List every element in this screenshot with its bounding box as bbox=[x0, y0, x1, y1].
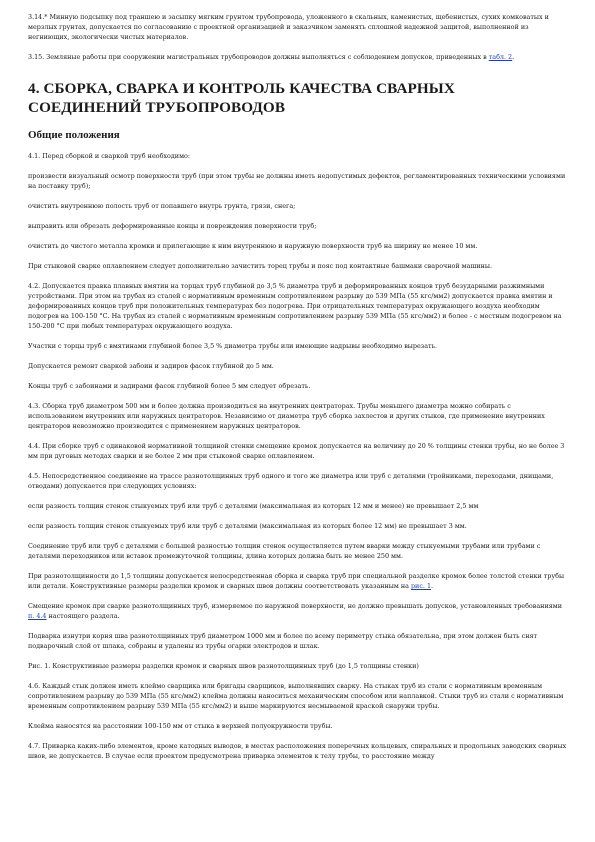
paragraph-item-clean-edges: очистить до чистого металла кромки и прилегающие к ним внутреннюю и наружную поверхности труб на ширину не менее 10 мм. bbox=[28, 242, 478, 250]
paragraph-3-15 bbox=[28, 52, 568, 62]
paragraph-3-15-text: 3.15. Земляные работы при сооружении магистральных трубопроводов должны выполняться с соблюдением допусков, приведенных в bbox=[28, 53, 489, 61]
paragraph-4-3: 4.3. Сборка труб диаметром 500 мм и более должна производиться на внутренних центраторах. Трубы меньшего диаметра можно собирать с использованием внутренних или наружных центраторов. Независимо от диаметра труб сборка захлестов и других стыков, где применение внутренних центраторов невозможно производится с применением наружных центраторов. bbox=[28, 402, 545, 430]
paragraph-4-2-cut: Концы труб с забоинами и задирами фасок глубиной более 5 мм следует обрезать. bbox=[28, 382, 311, 390]
paragraph-4-4: 4.4. При сборке труб с одинаковой нормативной толщиной стенки смещение кромок допускается на величину до 20 % толщины стенки трубы, но не более 3 мм при дуговых методах сварки и не более 2 мм при стыковой сварке оплавлением. bbox=[28, 442, 565, 460]
paragraph-4-7: 4.7. Приварка каких-либо элементов, кроме катодных выводов, в местах расположения поперечных кольцевых, спиральных и продольных заводских сварных швов, не допускается. В случае если проектом предусмотрена приварка элементов к телу трубы, то расстояние между bbox=[28, 742, 567, 760]
paragraph-4-5-condition-b: если разность толщин стенок стыкуемых труб или труб с деталями (максимальная из которых более 12 мм) не превышает 3 мм. bbox=[28, 522, 467, 530]
paragraph-4-5-inserts: Соединение труб или труб с деталями с большей разностью толщин стенок осуществляется путем вварки между стыкуемыми трубами или трубами с деталями переходников или вставок промежуточной толщины, длина которых должна быть не менее 250 мм. bbox=[28, 542, 541, 560]
figure-1-caption: Рис. 1. Конструктивные размеры разделки кромок и сварных швов разнотолщинных труб (до 1,5 толщины стенки) bbox=[28, 662, 419, 670]
paragraph-3-15-end: . bbox=[512, 53, 515, 61]
paragraph-4-5-bevel-end: . bbox=[431, 582, 434, 590]
document-page bbox=[28, 12, 568, 771]
paragraph-item-clean-cavity: очистить внутреннюю полость труб от попавшего внутрь грунта, грязи, снега; bbox=[28, 202, 296, 210]
paragraph-item-straighten: выправить или обрезать деформированные концы и повреждения поверхности труб; bbox=[28, 222, 317, 230]
paragraph-4-6: 4.6. Каждый стык должен иметь клеймо сварщика или бригады сварщиков, выполнявших сварку. На стыках труб из стали с нормативным временным сопротивлением разрыву до 539 МПа (55 кгс/мм2) клейма должны наноситься механическим способом или наплавкой. Стыки труб из стали с нормативным временным сопротивлением разрыву 539 МПа (55 кгс/мм2) и выше маркируются несмываемой краской снаружи трубы. bbox=[28, 682, 564, 710]
paragraph-4-2-repair: Допускается ремонт сваркой забоин и задиров фасок глубиной до 5 мм. bbox=[28, 362, 274, 370]
paragraph-4-5: 4.5. Непосредственное соединение на трассе разнотолщинных труб одного и того же диаметра или труб с деталями (тройниками, переходами, днищами, отводами) допускается при следующих условиях: bbox=[28, 472, 554, 490]
clause-4-4-link[interactable]: п. 4.4 bbox=[28, 612, 47, 620]
paragraph-4-5-bevel-text: При разнотолщинности до 1,5 толщины допускается непосредственная сборка и сварка труб при специальной разделке кромок более толстой стенки трубы или детали. Конструктивные размеры разделки кромок и сварных швов должны соответствовать указанным на bbox=[28, 572, 565, 590]
paragraph-flash-welding: При стыковой сварке оплавлением следует дополнительно зачистить торец трубы и пояс под контактные башмаки сварочной машины. bbox=[28, 262, 493, 270]
paragraph-item-inspect: произвести визуальный осмотр поверхности труб (при этом трубы не должны иметь недопустимых дефектов, регламентированных техническими условиями на поставку труб); bbox=[28, 172, 566, 190]
paragraph-4-5-offset bbox=[28, 601, 568, 621]
paragraph-4-5-condition-a: если разность толщин стенок стыкуемых труб или труб с деталями (максимальная из которых 12 мм и менее) не превышает 2,5 мм bbox=[28, 502, 479, 510]
paragraph-4-1: 4.1. Перед сборкой и сваркой труб необходимо: bbox=[28, 152, 191, 160]
paragraph-4-2: 4.2. Допускается правка плавных вмятин на торцах труб глубиной до 3,5 % диаметра труб и деформированных концов труб безударными разжимными устройствами. При этом на трубах из сталей с нормативным временным сопротивлением разрыву до 539 МПа (55 кгс/мм2) допускается правка вмятин и деформированных концов труб при положительных температурах без подогрева. При отрицательных температурах окружающего воздуха необходим подогрев на 100-150 °С. На трубах из сталей с нормативным временным сопротивлением разрыву 539 МПа (55 кгс/мм2) и более - с местным подогревом на 150-200 °С при любых температурах окружающего воздуха. bbox=[28, 282, 562, 330]
paragraph-3-14: 3.14.* Минную подсыпку под траншею и засыпку мягким грунтом трубопровода, уложенного в скальных, каменистых, щебенистых, сухих комковатых и мерзлых грунтах, допускается по согласованию с проектной организацией и заказчиком заменять сплошной надежной защитой, выполненной из негниющих, экологически чистых материалов. bbox=[28, 13, 549, 41]
section-heading: 4. СБОРКА, СВАРКА И КОНТРОЛЬ КАЧЕСТВА СВАРНЫХ СОЕДИНЕНИЙ ТРУБОПРОВОДОВ bbox=[28, 80, 455, 116]
paragraph-4-5-offset-text: Смещение кромок при сварке разнотолщинных труб, измеряемое по наружной поверхности, не должно превышать допусков, установленных требованиями bbox=[28, 602, 562, 610]
table-2-link[interactable]: табл. 2 bbox=[488, 53, 513, 61]
subsection-heading: Общие положения bbox=[28, 129, 120, 141]
paragraph-4-5-offset-end: настоящего раздела. bbox=[46, 612, 120, 620]
paragraph-4-5-bevel bbox=[28, 571, 568, 591]
paragraph-4-2-dents: Участки с торцы труб с вмятинами глубиной более 3,5 % диаметра трубы или имеющие надрывы необходимо вырезать. bbox=[28, 342, 438, 350]
figure-1-link[interactable]: рис. 1 bbox=[410, 582, 432, 590]
paragraph-4-6-marks: Клейма наносятся на расстоянии 100-150 мм от стыка в верхней полуокружности трубы. bbox=[28, 722, 333, 730]
paragraph-4-5-root: Подварка изнутри корня шва разнотолщинных труб диаметром 1000 мм и более по всему периметру стыка обязательна, при этом должен быть снят подварочный слой от шлака, собраны и удалены из трубы огарки электродов и шлак. bbox=[28, 632, 538, 650]
